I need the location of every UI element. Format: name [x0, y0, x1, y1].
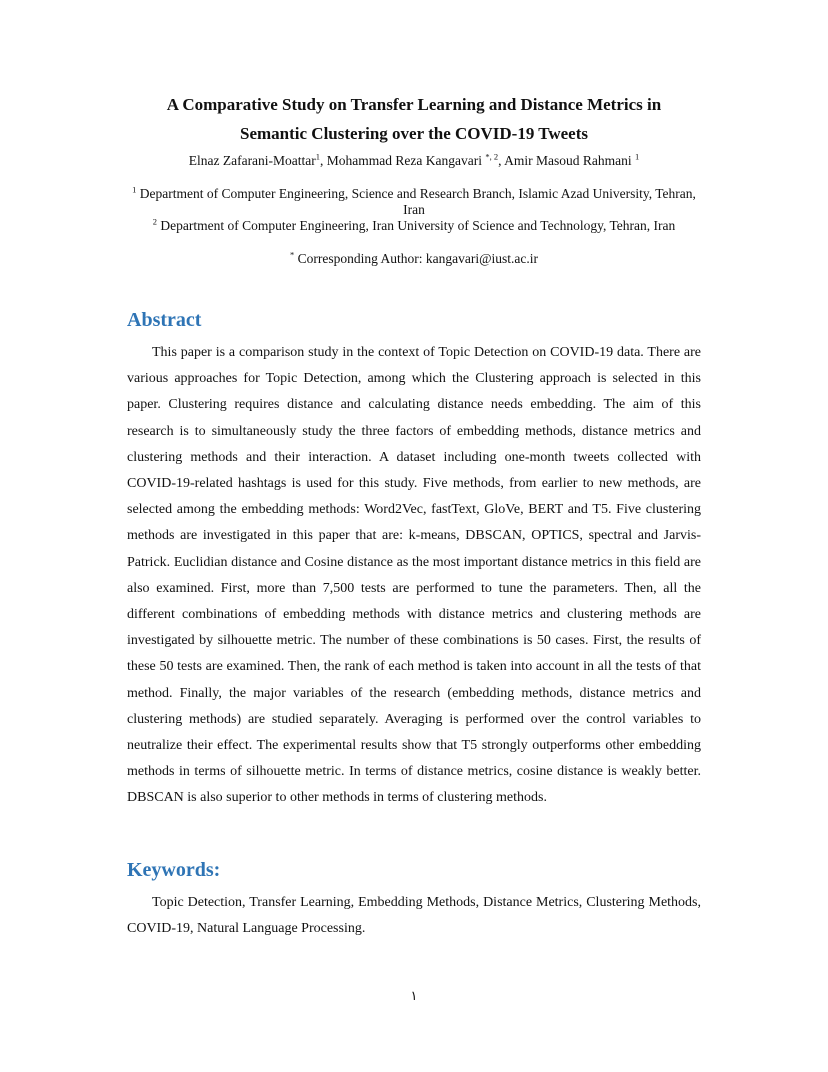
- title-line-1: A Comparative Study on Transfer Learning and Distance Metrics in: [166, 95, 662, 114]
- corresponding-author: [127, 250, 701, 268]
- affiliation-1-marker: 1: [132, 184, 137, 195]
- affiliation-2: [127, 218, 701, 234]
- keywords-text: Topic Detection, Transfer Learning, Embedding Methods, Distance Metrics, Clustering Methods, COVID-19, Natural Language Processing.: [127, 895, 701, 937]
- corresponding-author-text: Corresponding Author: kangavari@iust.ac.ir: [294, 251, 538, 266]
- paper-title: [127, 90, 701, 148]
- corresponding-marker: *: [289, 249, 295, 260]
- author-3-name: , Amir Masoud Rahmani: [498, 153, 635, 168]
- author-1-name: Elnaz Zafarani-Moattar: [188, 153, 316, 168]
- abstract-heading: Abstract: [127, 309, 202, 331]
- title-line-2: Semantic Clustering over the COVID-19 Tweets: [240, 124, 588, 143]
- affiliation-2-marker: 2: [152, 216, 158, 227]
- author-2-affil-marker: *, 2: [485, 151, 499, 162]
- affiliation-2-text: Department of Computer Engineering, Iran University of Science and Technology, Tehran, Iran: [157, 218, 676, 233]
- affiliations: [127, 186, 701, 234]
- author-3-affil-marker: 1: [635, 151, 640, 162]
- abstract-text: This paper is a comparison study in the context of Topic Detection on COVID-19 data. There are various approaches for Topic Detection, among which the Clustering approach is selected in this paper. Clustering requires distance and calculating distance needs embedding. The aim of this research is to simultaneously study the three factors of embedding methods, distance metrics and clustering methods and their interaction. A dataset including one-month tweets collected with COVID-19-related hashtags is used for this study. Five methods, from earlier to new methods, are selected among the embedding methods: Word2Vec, fastText, GloVe, BERT and T5. Five clustering methods are investigated in this paper that are: k-means, DBSCAN, OPTICS, spectral and Jarvis-Patrick. Euclidian distance and Cosine distance as the most important distance metrics in this field are also examined. First, more than 7,500 tests are performed to tune the parameters. Then, all the different combinations of embedding methods with distance metrics and clustering methods are investigated by silhouette metric. The number of these combinations is 50 cases. First, the results of these 50 tests are examined. Then, the rank of each method is taken into account in all the tests of that method. Finally, the major variables of the research (embedding methods, distance metrics and clustering methods) are studied separately. Averaging is performed over the control variables to neutralize their effect. The experimental results show that T5 strongly outperforms other embedding methods in terms of silhouette metric. In terms of distance metrics, cosine distance is weakly better. DBSCAN is also superior to other methods in terms of clustering methods.: [127, 345, 701, 806]
- author-2-name: , Mohammad Reza Kangavari: [320, 153, 486, 168]
- affiliation-1: [127, 186, 701, 218]
- author-list: [127, 152, 701, 170]
- author-1-affil-marker: 1: [315, 151, 321, 162]
- keywords-heading: Keywords:: [127, 859, 221, 881]
- affiliation-1-text: Department of Computer Engineering, Science and Research Branch, Islamic Azad University, Tehran, Iran: [136, 186, 696, 217]
- page-number: ١: [410, 988, 418, 1003]
